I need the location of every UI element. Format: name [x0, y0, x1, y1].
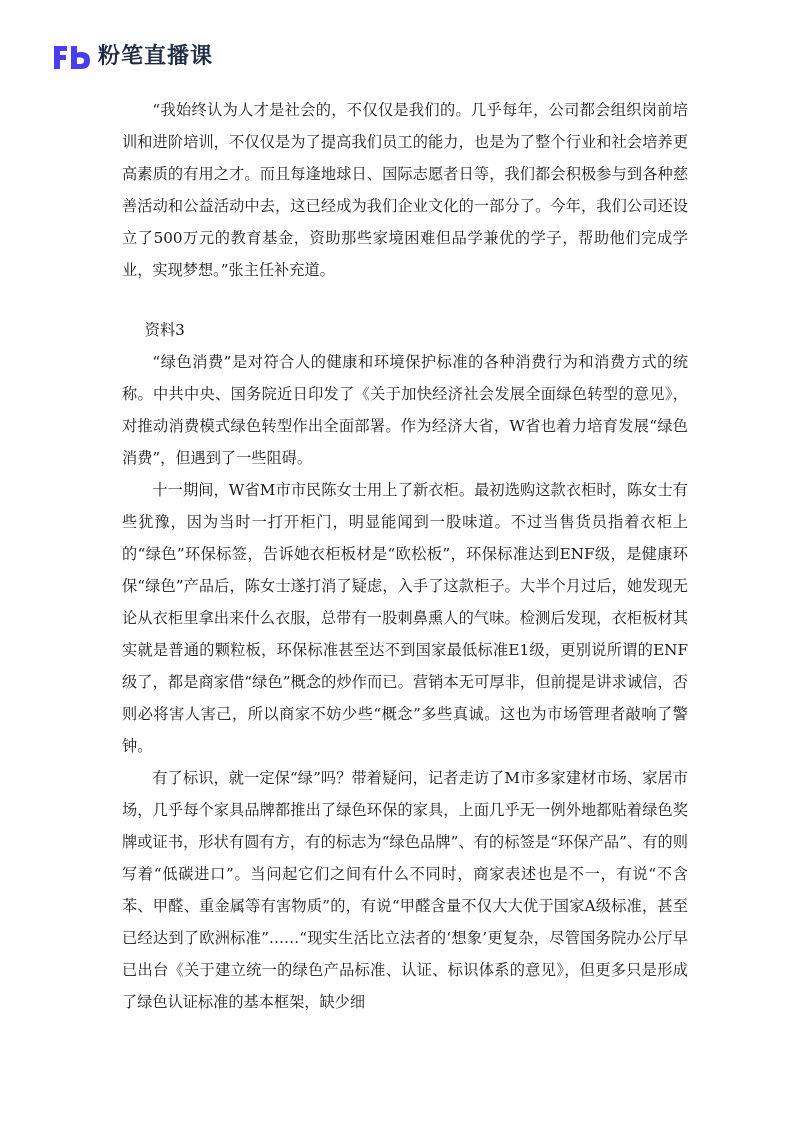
paragraph: 十一期间，W省M市市民陈女士用上了新衣柜。最初选购这款衣柜时，陈女士有些犹豫，因为当时一打开柜门，明显能闻到一股味道。不过当售货员指着衣柜上的“绿色”环保标签，告诉她衣柜板材是“欧松板”，环保标准达到ENF级，是健康环保“绿色”产品后，陈女士遂打消了疑虑，入手了这款柜子。大半个月过后，她发现无论从衣柜里拿出来什么衣服，总带有一股刺鼻熏人的气味。检测后发现，衣柜板材其实就是普通的颗粒板，环保标准甚至达不到国家最低标准E1级，更别说所谓的ENF级了，都是商家借“绿色”概念的炒作而已。营销本无可厚非，但前提是讲求诚信，否则必将害人害己，所以商家不妨少些“概念”多些真诚。这也为市场管理者敲响了警钟。 — [122, 481, 688, 755]
brand-name: 粉笔直播课 — [98, 44, 214, 69]
page-header — [52, 40, 213, 74]
document-body — [122, 94, 688, 1018]
fenbi-logo-icon — [52, 42, 92, 72]
paragraph: 有了标识，就一定保“绿”吗？带着疑问，记者走访了M市多家建材市场、家居市场，几乎每个家具品牌都推出了绿色环保的家具，上面几乎无一例外地都贴着绿色奖牌或证书，形状有圆有方，有的标志为“绿色品牌”、有的标签是“环保产品”、有的则写着“低碳进口”。当问起它们之间有什么不同时，商家表述也是不一，有说“不含苯、甲醛、重金属等有害物质”的，有说“甲醛含量不仅大大优于国家A级标准，甚至已经达到了欧洲标准”……“现实生活比立法者的‘想象’更复杂，尽管国务院办公厅早已出台《关于建立统一的绿色产品标准、认证、标识体系的意见》，但更多只是形成了绿色认证标准的基本框架，缺少细 — [122, 769, 688, 1011]
paragraph: “我始终认为人才是社会的，不仅仅是我们的。几乎每年，公司都会组织岗前培训和进阶培训，不仅仅是为了提高我们员工的能力，也是为了整个行业和社会培养更高素质的有用之才。而且每逢地球日、国际志愿者日等，我们都会积极参与到各种慈善活动和公益活动中去，这已经成为我们企业文化的一部分了。今年，我们公司还设立了500万元的教育基金，资助那些家境困难但品学兼优的学子，帮助他们完成学业，实现梦想。”张主任补充道。 — [122, 101, 688, 279]
section-title: 资料3 — [144, 321, 185, 339]
paragraph: “绿色消费”是对符合人的健康和环境保护标准的各种消费行为和消费方式的统称。中共中央、国务院近日印发了《关于加快经济社会发展全面绿色转型的意见》，对推动消费模式绿色转型作出全面部署。作为经济大省，W省也着力培育发展“绿色消费”，但遇到了一些阻碍。 — [122, 353, 688, 467]
